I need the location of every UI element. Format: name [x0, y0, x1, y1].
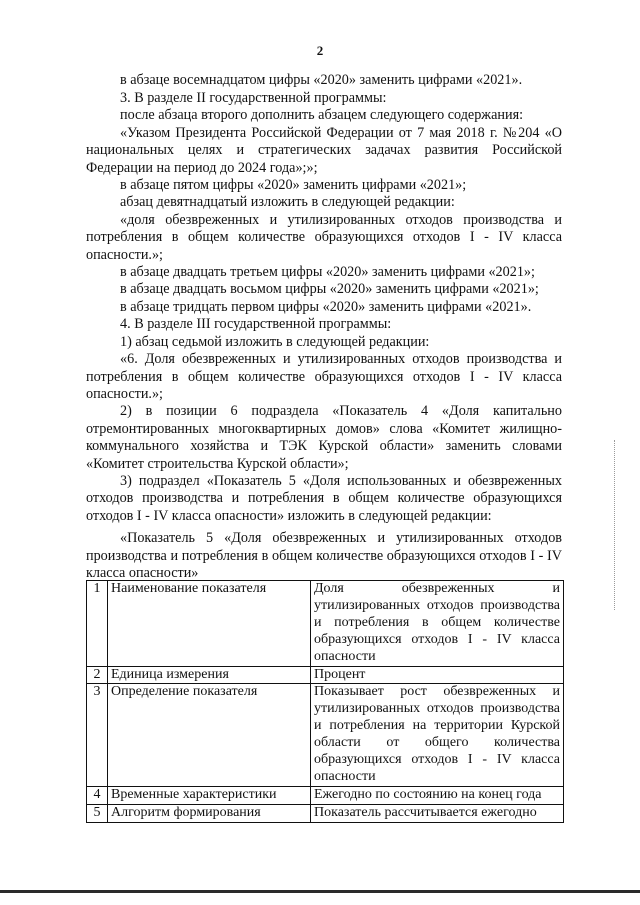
- paragraph-5: в абзаце пятом цифры «2020» заменить цифрами «2021»;: [120, 177, 467, 194]
- row-number: 2: [87, 666, 108, 684]
- row-label: Алгоритм формирования: [108, 804, 311, 822]
- paragraph-14: 2) в позиции 6 подраздела «Показатель 4 «Доля капитально отремонтированных многоквартирных домов» слова «Комитет жилищно-коммунального хозяйства и ТЭК Курской области» заменить словами «Комитет строительства Курской области»;: [86, 403, 562, 472]
- scan-margin-marks: [614, 440, 619, 610]
- scan-bottom-edge: [0, 890, 640, 893]
- paragraph-2: 3. В разделе II государственной программы:: [120, 90, 387, 106]
- paragraph-9: в абзаце двадцать восьмом цифры «2020» заменить цифрами «2021»;: [120, 281, 539, 298]
- row-label: Наименование показателя: [108, 581, 311, 667]
- paragraph-7: «доля обезвреженных и утилизированных отходов производства и потребления в общем количестве образующихся отходов I - IV класса опасности.»;: [86, 211, 562, 263]
- paragraph-1: в абзаце восемнадцатом цифры «2020» заменить цифрами «2021».: [120, 72, 523, 88]
- table-row: [87, 684, 564, 786]
- table-row: [87, 581, 564, 667]
- paragraph-11: 4. В разделе III государственной программы:: [120, 316, 392, 333]
- paragraph-8: в абзаце двадцать третьем цифры «2020» заменить цифрами «2021»;: [120, 264, 535, 281]
- page-number: 2: [316, 43, 324, 58]
- row-label: Временные характеристики: [108, 786, 311, 804]
- row-number: 5: [87, 804, 108, 822]
- row-value: Показывает рост обезвреженных и утилизированных отходов производства и потребления на территории Курской области от общего количества образующихся отходов I - IV класса опасности: [311, 684, 564, 786]
- row-value: Показатель рассчитывается ежегодно: [311, 804, 564, 822]
- table-row: [87, 804, 564, 822]
- paragraph-3: после абзаца второго дополнить абзацем следующего содержания:: [120, 107, 524, 124]
- paragraph-12: 1) абзац седьмой изложить в следующей редакции:: [120, 333, 430, 350]
- row-number: 1: [87, 581, 108, 667]
- indicator-table: [86, 580, 564, 823]
- paragraph-6: абзац девятнадцатый изложить в следующей редакции:: [120, 194, 455, 211]
- row-number: 3: [87, 684, 108, 786]
- paragraph-13: «6. Доля обезвреженных и утилизированных отходов производства и потребления в общем количестве образующихся отходов I - IV класса опасности.»;: [86, 351, 562, 402]
- row-label: Единица измерения: [108, 666, 311, 684]
- document-body: [86, 72, 562, 582]
- table-row: [87, 666, 564, 684]
- row-label: Определение показателя: [108, 684, 311, 786]
- row-value: Процент: [311, 666, 564, 684]
- paragraph-10: в абзаце тридцать первом цифры «2020» заменить цифрами «2021».: [120, 298, 532, 315]
- paragraph-15: 3) подраздел «Показатель 5 «Доля использованных и обезвреженных отходов производства и потребления в общем количестве образующихся отходов I - IV класса опасности» изложить в следующей редакции:: [86, 472, 562, 524]
- row-value: Доля обезвреженных и утилизированных отходов производства и потребления в общем количестве образующихся отходов I - IV класса опасности: [311, 581, 564, 667]
- paragraph-4: «Указом Президента Российской Федерации от 7 мая 2018 г. №204 «О национальных целях и стратегических задачах развития Российской Федерации на период до 2024 года»;»;: [86, 124, 562, 176]
- paragraph-16: «Показатель 5 «Доля обезвреженных и утилизированных отходов производства и потребления в общем количестве образующихся отходов I - IV класса опасности»: [86, 530, 562, 581]
- row-number: 4: [87, 786, 108, 804]
- row-value: Ежегодно по состоянию на конец года: [311, 786, 564, 804]
- table-row: [87, 786, 564, 804]
